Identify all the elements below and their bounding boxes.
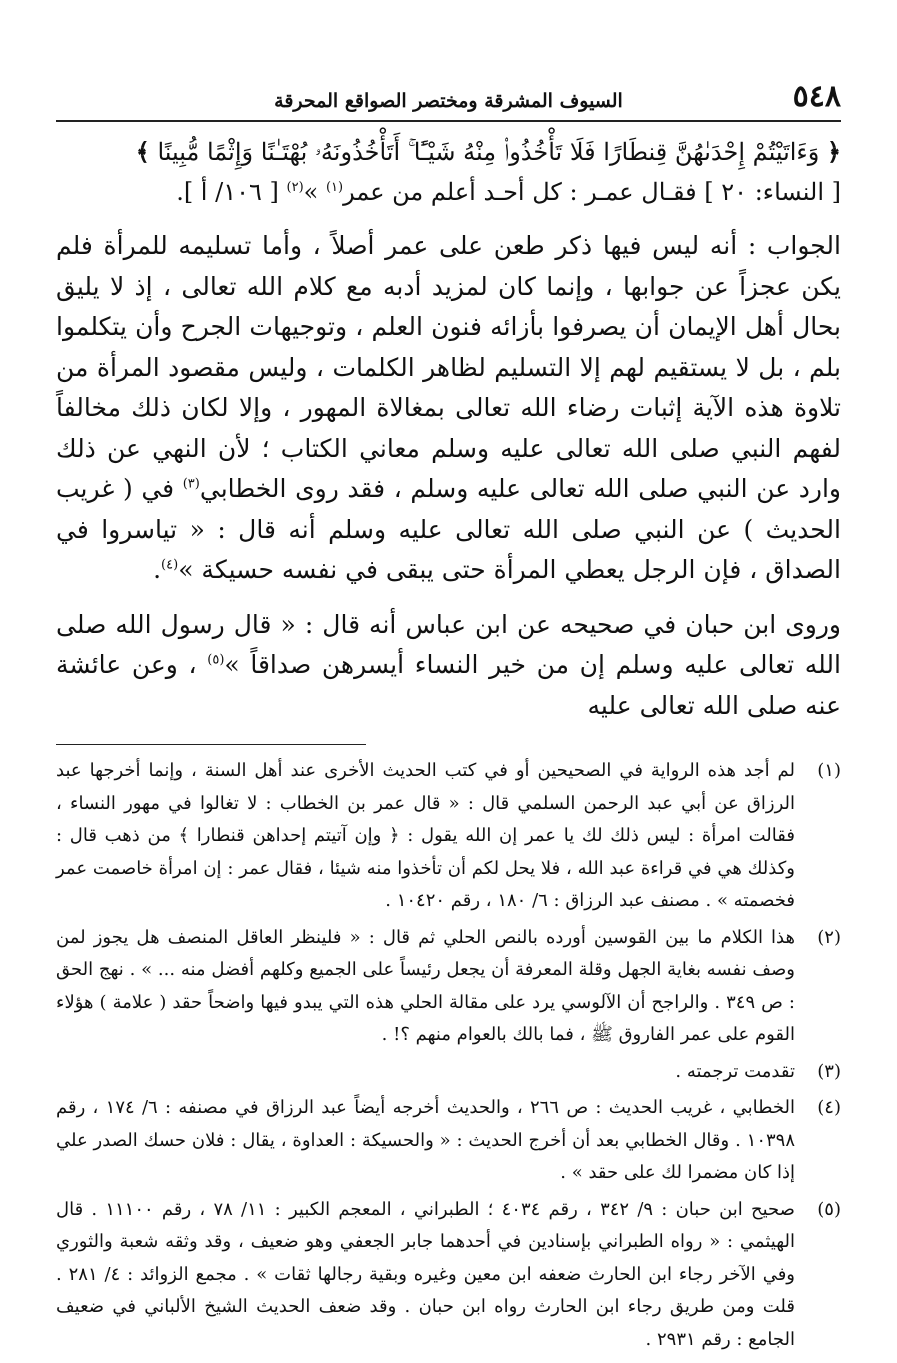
- footnote-number: (٤): [817, 1097, 841, 1118]
- footnotes: [56, 755, 841, 1356]
- footnote-number: (١): [817, 760, 841, 781]
- folio-reference: [ ١٠٦/ أ ].: [176, 178, 287, 206]
- footnote-text: تقدمت ترجمته .: [675, 1060, 795, 1082]
- footnote-marker: (٤): [161, 557, 179, 573]
- paragraph-text: الجواب : أنه ليس فيها ذكر طعن على عمر أصلاً ، وأما تسليمه للمرأة فلم يكن عجزاً عن جوابها ، وإنما كان لمزيد أدبه مع كلام الله تعالى ، إذ لا يليق بحال أهل الإيمان أن يصرفوا بأزائه فنون العلم ، وتوجيهات الجرح وأن يتكلموا بلم ، بل لا يستقيم لهم إلا التسليم لظاهر الكلمات ، وليس مقصود المرأة من تلاوة هذه الآية إثبات رضاء الله تعالى بمغالاة المهور ، وإلا لكان ذلك مخالفاً لفهم النبي صلى الله تعالى عليه وسلم معاني الكتاب ؛ لأن النهي عن ذلك وارد عن النبي صلى الله تعالى عليه وسلم ، فقد روى الخطابي: [56, 231, 841, 503]
- footnote-marker: (٣): [182, 476, 200, 492]
- footnote-number: (٢): [817, 926, 841, 948]
- running-title: السيوف المشرقة ومختصر الصواقع المحرقة: [274, 90, 623, 112]
- paragraph-end: .: [153, 555, 162, 584]
- quran-verse: وَءَاتَيْتُمْ إِحْدَىٰهُنَّ قِنطَارًا فَلَا تَأْخُذُوا۟ مِنْهُ شَيْـًٔا ۚ أَتَأْخُذُونَهُۥ بُهْتَـٰنًا وَإِثْمًا مُّبِينًا: [157, 138, 820, 166]
- paragraph-ibn-hibban: [56, 605, 841, 727]
- footnote-number: (٥): [817, 1198, 841, 1220]
- book-page: [56, 78, 841, 1350]
- quran-close-brace: ﴾: [135, 137, 150, 166]
- footnote: [56, 1056, 841, 1089]
- paragraph-text: في ( غريب الحديث ) عن النبي صلى الله تعالى عليه وسلم أنه قال : « تياسروا في الصداق ، فإن الرجل يعطي المرأة حتى يبقى في نفسه حسيكة »: [56, 474, 841, 584]
- quran-open-brace: ﴿: [826, 137, 841, 166]
- footnote: [56, 755, 841, 918]
- page-header: [56, 78, 841, 122]
- quran-verse-block: [56, 132, 841, 212]
- footnote: [56, 1092, 841, 1190]
- quote-close: »: [303, 178, 326, 206]
- footnote: [56, 922, 841, 1052]
- footnote-text: الخطابي ، غريب الحديث : ص ٢٦٦ ، والحديث أخرجه أيضاً عبد الرزاق في مصنفه : ٦/ ١٧٤ ، رقم ١٠٣٩٨ . وقال الخطابي بعد أن أخرج الحديث : « والحسيكة : العداوة ، يقال : فلان حسك الصدر علي إذا كان مضمرا لك على حقد » .: [56, 1097, 795, 1183]
- footnote-marker: (١): [325, 180, 344, 195]
- main-text: [56, 226, 841, 726]
- paragraph-answer: [56, 226, 841, 591]
- footnote-text: هذا الكلام ما بين القوسين أورده بالنص الحلي ثم قال : « فلينظر العاقل المنصف هل يجوز لمن وصف نفسه بغاية الجهل وقلة المعرفة أن يجعل رئيساً على الجميع وكلهم أفضل منه ... » . نهج الحق : ص ٣٤٩ . والراجح أن الآلوسي يرد على مقالة الحلي هذه التي يبدو فيها واضحاً حقد ( علامة ) هؤلاء القوم على عمر الفاروق ﷺ ، فما بالك بالعوام منهم ؟! .: [56, 926, 795, 1045]
- footnote-marker: (٥): [207, 652, 225, 668]
- verse-reference: [ النساء: ٢٠ ] فقـال عمـر : كل أحـد أعلم من عمر: [343, 178, 841, 206]
- footnote-separator: [56, 744, 366, 745]
- footnote-marker: (٢): [286, 180, 304, 195]
- footnote: [56, 1194, 841, 1357]
- page-number: ٥٤٨: [792, 79, 841, 114]
- paragraph-text: وروى ابن حبان في صحيحه عن ابن عباس أنه قال : « قال رسول الله صلى الله تعالى عليه وسلم إن من خير النساء أيسرهن صداقاً »: [56, 609, 841, 679]
- footnote-text: صحيح ابن حبان : ٩/ ٣٤٢ ، رقم ٤٠٣٤ ؛ الطبراني ، المعجم الكبير : ١١/ ٧٨ ، رقم ١١١٠٠ . قال الهيثمي : « رواه الطبراني بإسنادين في أحدهما جابر الجعفي وهو ضعيف ، وقد وثقه شعبة والثوري وفي الآخر رجاء ابن الحارث ضعفه ابن معين وغيره وبقية رجالها ثقات » . مجمع الزوائد : ٤/ ٢٨١ . قلت ومن طريق رجاء ابن الحارث رواه ابن حبان . وقد ضعف الحديث الشيخ الألباني في ضعيف الجامع : رقم ٢٩٣١ .: [56, 1198, 795, 1350]
- footnote-number: (٣): [817, 1060, 841, 1082]
- footnote-text: لم أجد هذه الرواية في الصحيحين أو في كتب الحديث الأخرى عند أهل السنة ، وإنما أخرجها عبد الرزاق عن أبي عبد الرحمن السلمي قال : « قال عمر بن الخطاب : لا تغالوا في مهور النساء ، فقالت امرأة : ليس ذلك لك يا عمر إن الله يقول : ﴿ وإن آتيتم إحداهن قنطارا ﴾ من ذهب قال : وكذلك هي في قراءة عبد الله ، فلا يحل لكم أن تأخذوا منه شيئا ، فقال عمر : إن امرأة خاصمت عمر فخصمته » . مصنف عبد الرزاق : ٦/ ١٨٠ ، رقم ١٠٤٢٠ .: [56, 760, 795, 911]
- paragraph-text: ، وعن عائشة عنه صلى الله تعالى عليه: [56, 650, 841, 720]
